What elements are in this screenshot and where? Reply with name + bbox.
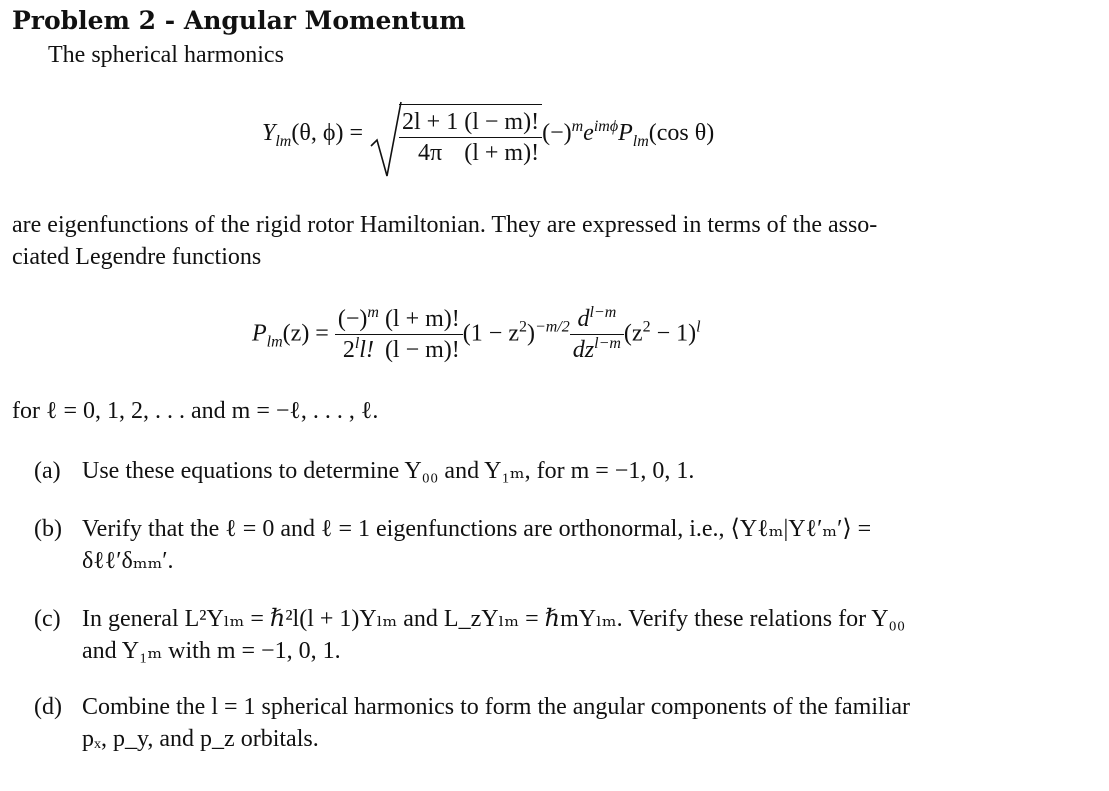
item-d-label: (d) (34, 694, 62, 720)
item-b (34, 514, 871, 543)
range-line: for ℓ = 0, 1, 2, . . . and m = −ℓ, . . . , ℓ. (12, 398, 379, 424)
spherical-harmonics-equation (262, 102, 714, 167)
eq2-frac1-den-wrap (335, 335, 382, 364)
eq2-mid: (1 − z (462, 320, 519, 347)
eq1-lhs-sub: lm (275, 132, 292, 150)
eq1-phase-sup: m (571, 118, 584, 136)
item-c-line-2: and Y₁ₘ with m = −1, 0, 1. (82, 638, 341, 664)
item-b-line-2: δℓℓ′δₘₘ′. (82, 548, 174, 574)
eq1-frac2 (461, 109, 542, 167)
eq1-P-arg: (cos θ) (648, 120, 715, 147)
eq2-lhs-arg: (z) = (282, 320, 329, 347)
item-a-label: (a) (34, 458, 61, 484)
eq2-lhs: P (252, 320, 267, 347)
eq2-tail-sup: 2 (642, 318, 651, 336)
paragraph-line-2: ciated Legendre functions (12, 244, 262, 270)
item-c-text: In general L²Yₗₘ = ℏ²l(l + 1)Yₗₘ and L_zYₗₘ = ℏmYₗₘ. Verify these relations for Y₀₀ (82, 606, 906, 632)
eq2-mid-close: ) (526, 320, 535, 347)
eq2-lhs-sub: lm (266, 333, 283, 351)
item-d-line-2: pₓ, p_y, and p_z orbitals. (82, 726, 319, 752)
eq1-exp-sup: imϕ (593, 118, 619, 136)
item-d (34, 694, 910, 721)
item-a-text: Use these equations to determine Y₀₀ and Y₁ₘ, for m = −1, 0, 1. (82, 458, 695, 484)
item-c (34, 604, 905, 633)
item-b-text: Verify that the ℓ = 0 and ℓ = 1 eigenfunctions are orthonormal, i.e., ⟨Yℓₘ|Yℓ′ₘ′⟩ = (82, 516, 872, 542)
item-a (34, 456, 694, 485)
eq1-lhs: Y (262, 120, 276, 147)
eq1-lhs-args: (θ, ϕ) = (291, 120, 364, 147)
eq2-tail-mid: − 1) (650, 320, 697, 347)
item-c-label: (c) (34, 606, 61, 632)
eq2-deriv (570, 306, 624, 364)
eq2-frac2-num: (l + m)! (382, 306, 463, 335)
eq2-deriv-num-sup: l−m (589, 304, 617, 321)
eq1-P-sub: lm (632, 132, 649, 150)
eq2-deriv-den-sup: l−m (594, 335, 621, 352)
eq2-frac1-num: (−) (337, 306, 368, 332)
eq1-sqrt (369, 102, 542, 167)
eq1-frac1-den: 4π (418, 140, 443, 166)
eq2-frac1 (335, 306, 382, 364)
eq2-deriv-den: dz (572, 337, 595, 363)
eq1-frac2-den: (l + m)! (464, 140, 540, 166)
eq1-exp-base: e (583, 120, 594, 147)
eq2-mid-sup: 2 (518, 318, 527, 336)
eq1-frac1 (399, 109, 461, 167)
eq2-tail: (z (623, 320, 643, 347)
eq2-tail-exp: l (696, 318, 701, 336)
eq2-frac1-den: 2 (342, 337, 355, 363)
paragraph-line-1: are eigenfunctions of the rigid rotor Hamiltonian. They are expressed in terms of the asso- (12, 212, 878, 238)
intro-text: The spherical harmonics (48, 42, 284, 68)
eq2-mid-exp: −m/2 (534, 318, 570, 336)
eq2-frac2 (382, 306, 463, 364)
eq1-frac1-num: 2l + 1 (399, 109, 461, 138)
eq2-frac1-den-tail: l! (359, 337, 374, 363)
eq2-frac1-den-sup: l (354, 335, 360, 352)
eq1-phase: (−) (542, 120, 572, 147)
item-b-label: (b) (34, 516, 62, 542)
eq2-frac1-num-sup: m (367, 304, 379, 321)
problem-title: Problem 2 - Angular Momentum (12, 6, 466, 35)
eq1-frac2-num: (l − m)! (461, 109, 542, 138)
eq2-frac2-den: (l − m)! (384, 337, 460, 363)
item-d-text: Combine the l = 1 spherical harmonics to form the angular components of the familiar (82, 694, 910, 720)
sqrt-sign-icon (369, 96, 403, 180)
legendre-equation (252, 306, 701, 364)
eq2-deriv-den-wrap (570, 335, 624, 364)
eq1-P: P (618, 120, 633, 147)
eq1-sqrt-body (399, 104, 542, 167)
eq2-deriv-num-wrap (570, 306, 624, 335)
eq2-frac1-num-wrap (335, 306, 382, 335)
eq2-deriv-num: d (577, 306, 590, 332)
